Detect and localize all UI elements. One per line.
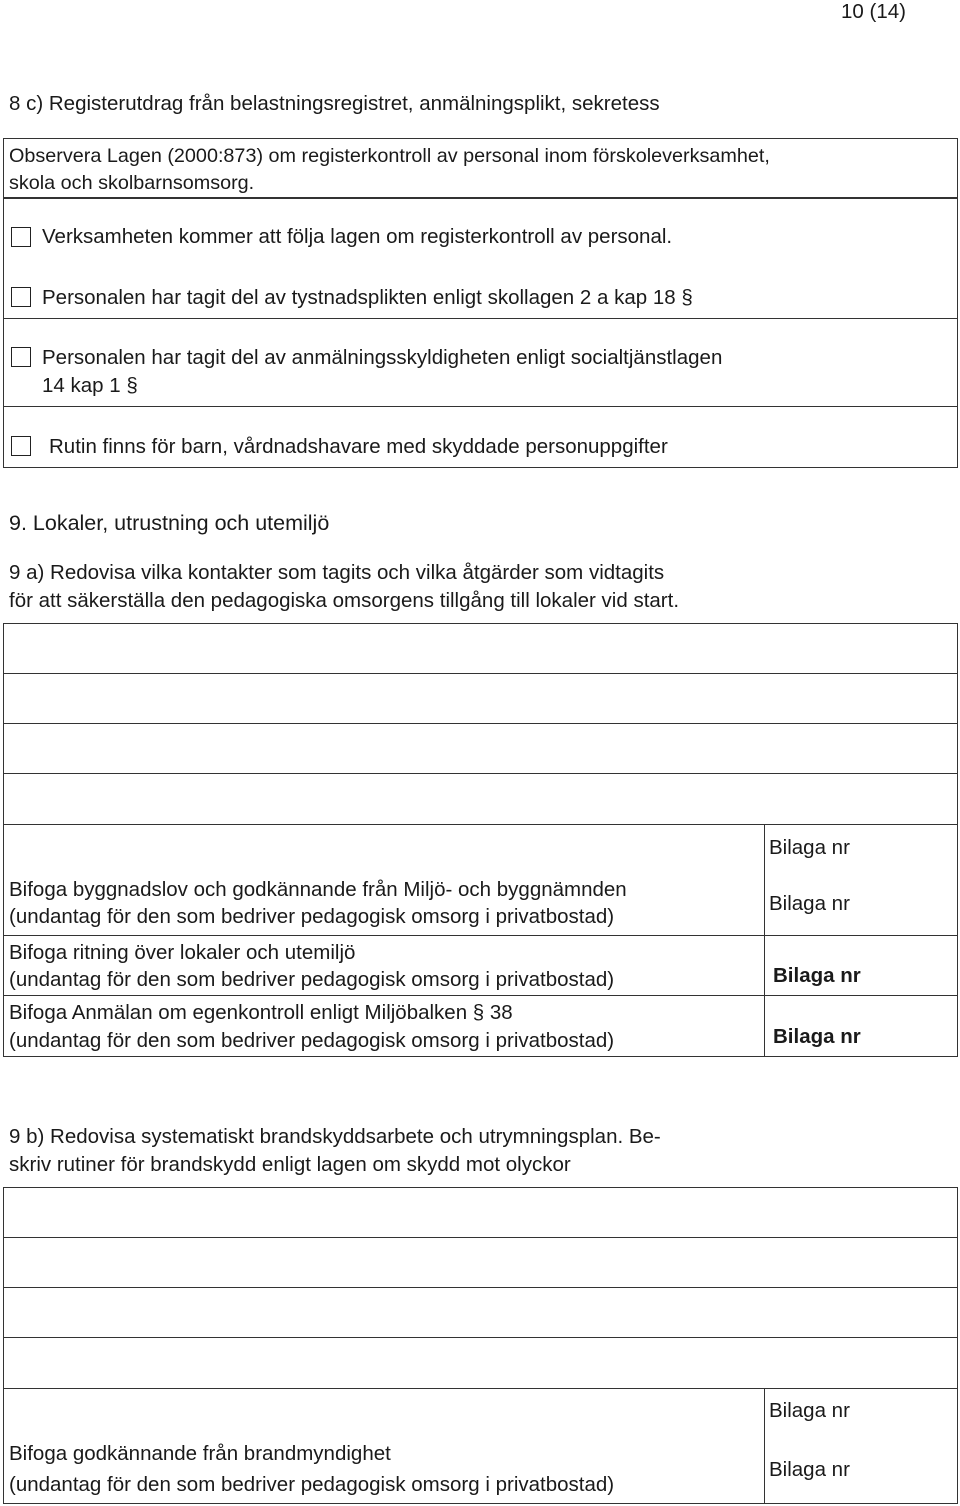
attachment-egenkontroll-note: (undantag för den som bedriver pedagogisk omsorg i privatbostad) [9,1029,615,1052]
bilaga-nr-ritning[interactable]: Bilaga nr [773,964,861,987]
attachment-brandmyndighet: Bifoga godkännande från brandmyndighet [9,1442,391,1465]
law-note-line1: Observera Lagen (2000:873) om registerkontroll av personal inom förskoleverksamhet, [9,145,770,167]
answer-line [3,1237,958,1238]
attachment-brandmyndighet-note: (undantag för den som bedriver pedagogisk omsorg i privatbostad) [9,1473,615,1496]
row-divider [3,406,958,407]
bilaga-nr-label: Bilaga nr [769,1399,850,1422]
page-number: 10 (14) [841,0,906,23]
checkbox-anmalningsskyldighet-label: Personalen har tagit del av anmälningsskyldigheten enligt socialtjänstlagen [42,346,723,369]
section-9b-line1: 9 b) Redovisa systematiskt brandskyddsarbete och utrymningsplan. Be- [9,1125,661,1148]
answer-area-9a[interactable] [3,623,958,825]
answer-line [3,673,958,674]
section-8c-title: 8 c) Registerutdrag från belastningsregistret, anmälningsplikt, sekretess [9,92,660,115]
section-9b-line2: skriv rutiner för brandskydd enligt lagen om skydd mot olyckor [9,1153,571,1176]
checkbox-tystnadsplikt-label: Personalen har tagit del av tystnadsplikten enligt skollagen 2 a kap 18 § [42,286,693,309]
attachment-byggnadslov-note: (undantag för den som bedriver pedagogisk omsorg i privatbostad) [9,905,615,928]
row-divider [3,318,958,319]
table-row-divider [3,935,958,936]
answer-line [3,1287,958,1288]
answer-line [3,773,958,774]
bilaga-nr-brandmyndighet[interactable]: Bilaga nr [769,1458,850,1481]
bilaga-nr-byggnadslov[interactable]: Bilaga nr [769,892,850,915]
checkbox-registerkontroll-label: Verksamheten kommer att följa lagen om registerkontroll av personal. [42,225,673,248]
answer-area-9b[interactable] [3,1187,958,1389]
answer-line [3,723,958,724]
checkbox-anmalningsskyldighet-label-line2: 14 kap 1 § [42,374,138,397]
bilaga-nr-egenkontroll[interactable]: Bilaga nr [773,1025,861,1048]
checkbox-anmalningsskyldighet[interactable] [11,347,31,367]
bilaga-nr-label: Bilaga nr [769,836,850,859]
attachment-ritning-note: (undantag för den som bedriver pedagogisk omsorg i privatbostad) [9,968,615,991]
law-note-line2: skola och skolbarnsomsorg. [9,172,255,194]
section-9-title: 9. Lokaler, utrustning och utemiljö [9,511,330,535]
checkbox-tystnadsplikt[interactable] [11,287,31,307]
answer-line [3,1337,958,1338]
table-column-divider [764,824,765,1057]
section-9a-line1: 9 a) Redovisa vilka kontakter som tagits och vilka åtgärder som vidtagits [9,561,665,584]
section-9a-line2: för att säkerställa den pedagogiska omsorgens tillgång till lokaler vid start. [9,589,680,612]
checkbox-skyddade-personuppgifter-label: Rutin finns för barn, vårdnadshavare med skyddade personuppgifter [49,435,668,458]
attachment-byggnadslov: Bifoga byggnadslov och godkännande från Miljö- och byggnämnden [9,878,627,901]
table-row-divider [3,995,958,996]
table-column-divider [764,1388,765,1504]
attachment-ritning: Bifoga ritning över lokaler och utemiljö [9,941,356,964]
checkbox-registerkontroll[interactable] [11,227,31,247]
attachment-egenkontroll: Bifoga Anmälan om egenkontroll enligt Miljöbalken § 38 [9,1001,513,1024]
checkbox-skyddade-personuppgifter[interactable] [11,436,31,456]
